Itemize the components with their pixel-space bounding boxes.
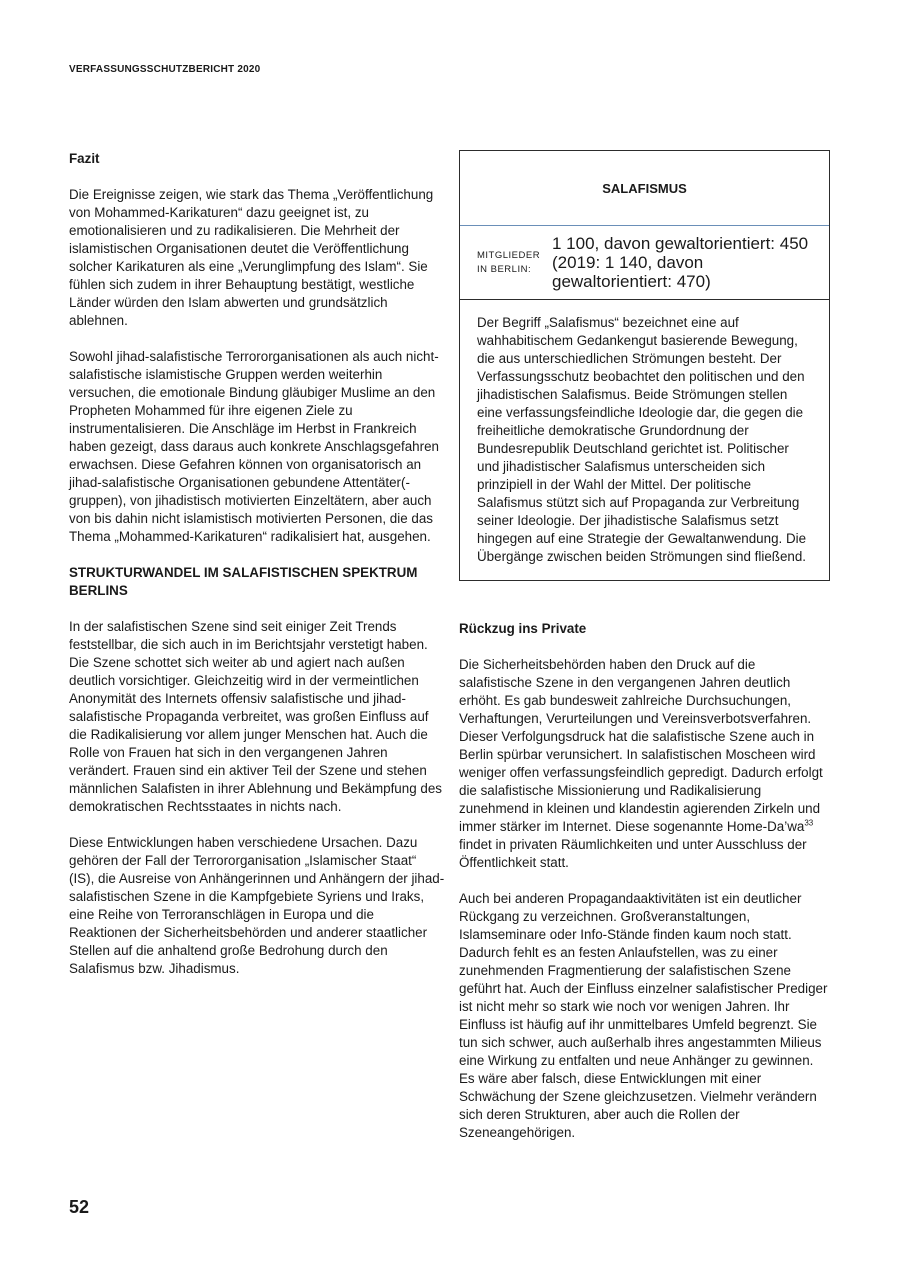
info-box-text: Der Begriff „Salafismus“ bezeichnet eine auf wahhabitischem Gedankengut basierende Bewegung, die aus unterschiedlichen Strömungen besteht. Der Verfassungsschutz beobachtet den politischen und den jihadistischen Salafismus. Beide Strömungen stellen eine verfassungsfeindliche Ideologie dar, die gegen die freiheitliche demokratische Grundordnung der Bundesrepublik Deutschland gerichtet ist. Politischer und jihadistischer Salafismus unterscheiden sich prinzipiell in der Wahl der Mittel. Der politische Salafismus stützt sich auf Propaganda zur Verbreitung seiner Ideologie. Der jihadistische Salafismus setzt hingegen auf eine Strategie der Gewaltanwendung. Die Übergänge zwischen beiden Strömungen sind fließend. xyxy=(477,315,807,564)
paragraph-ursachen: Diese Entwicklungen haben verschiedene Ursachen. Dazu gehören der Fall der Terrororganisation „Islamischer Staat“ (IS), die Ausreise von Anhängerinnen und Anhängern der jihad-salafistischen Szene in die Kampfgebiete Syriens und Iraks, eine Reihe von Terroranschlägen in Europa und die Reaktionen der Sicherheitsbehörden und anderer staatlicher Stellen auf die anhaltend große Bedrohung durch den Salafismus bzw. Jihadismus. xyxy=(69,835,445,976)
section-heading: STRUKTURWANDEL IM SALAFISTISCHEN SPEKTRUM BERLINS xyxy=(69,565,418,598)
left-column xyxy=(69,150,445,996)
paragraph-druck-a: Die Sicherheitsbehörden haben den Druck auf die salafistische Szene in den vergangenen Jahren deutlich erhöht. Es gab bundesweit zahlreiche Durchsuchungen, Verhaftungen, Verurteilungen und Vereinsverbotsverfahren. Dieser Verfolgungsdruck hat die salafistische Szene auch in Berlin spürbar verunsichert. In salafistischen Moscheen wird weniger offen verfassungsfeindlich gepredigt. Dadurch erfolgt die salafistische Missionierung und Radikalisierung zunehmend in kleinen und klandestin agierenden Zirkeln und immer stärker im Internet. Diese sogenannte Home-Da’wa xyxy=(459,657,823,834)
stats-value: 1 100, davon gewaltorientiert: 450 (2019: 1 140, davon gewaltorientiert: 470) xyxy=(552,234,809,291)
info-box-body xyxy=(460,300,829,580)
right-column xyxy=(459,620,831,1160)
stats-label xyxy=(477,249,552,277)
info-box-title: SALAFISMUS xyxy=(460,151,829,226)
rueckzug-heading: Rückzug ins Private xyxy=(459,621,587,636)
paragraph-druck xyxy=(459,656,831,872)
page-number: 52 xyxy=(69,1197,90,1217)
paragraph-druck-b: findet in privaten Räumlichkeiten und unter Ausschluss der Öffentlichkeit statt. xyxy=(459,837,807,870)
paragraph-terror: Sowohl jihad-salafistische Terrororganisationen als auch nicht-salafistische islamistische Gruppen werden weiterhin versuchen, die emotionale Bindung gläubiger Muslime an den Propheten Mohammed für ihre eigenen Ziele zu instrumentalisieren. Die Anschläge im Herbst in Frankreich haben gezeigt, dass daraus auch konkrete Anschlagsgefahren erwachsen. Diese Gefahren können von organisatorisch an jihad-salafistische Organisationen gebundene Attentäter(-gruppen), von jihadistisch motivierten Einzeltätern, aber auch von bis dahin nicht islamistisch motivierten Personen, die das Thema „Mohammed-Karikaturen“ radikalisiert hat, ausgehen. xyxy=(69,349,439,544)
fazit-heading: Fazit xyxy=(69,151,100,166)
paragraph-fazit: Die Ereignisse zeigen, wie stark das Thema „Veröffentlichung von Mohammed-Karikaturen“ dazu geeignet ist, zu emotionalisieren und zu radikalisieren. Die Mehrheit der islamistischen Organisationen deutet die Veröffentlichung solcher Karikaturen als eine „Verunglimpfung des Islam“. Sie fühlen sich zudem in ihrer Behauptung bestätigt, westliche Länder würden den Islam abwerten und grundsätzlich ablehnen. xyxy=(69,187,434,328)
footnote-marker: 33 xyxy=(804,818,814,828)
info-box-salafismus xyxy=(459,150,830,581)
info-box-stats xyxy=(460,226,829,300)
paragraph-propaganda: Auch bei anderen Propagandaaktivitäten ist ein deutlicher Rückgang zu verzeichnen. Großveranstaltungen, Islamseminare oder Info-Stände finden kaum noch statt. Dadurch fehlt es an festen Anlaufstellen, was zu einer zunehmenden Fragmentierung der salafistischen Szene geführt hat. Auch der Einfluss einzelner salafistischer Prediger ist nicht mehr so stark wie noch vor wenigen Jahren. Ihr Einfluss ist häufig auf ihr unmittelbares Umfeld begrenzt. Sie tun sich schwer, auch außerhalb ihres angestammten Milieus eine Wirkung zu entfalten und neue Anhänger zu gewinnen. Es wäre aber falsch, diese Entwicklungen mit einer Schwächung der Szene gleichzusetzen. Vielmehr verändern sich deren Strukturen, aber auch die Rollen der Szeneangehörigen. xyxy=(459,891,828,1140)
stats-label-line-1: MITGLIEDER xyxy=(477,249,541,261)
running-header: VERFASSUNGSSCHUTZBERICHT 2020 xyxy=(69,64,261,75)
stats-label-line-2: IN BERLIN: xyxy=(477,263,532,275)
paragraph-trends: In der salafistischen Szene sind seit einiger Zeit Trends feststellbar, die sich auch in im Berichtsjahr verstetigt haben. Die Szene schottet sich weiter ab und agiert nach außen deutlich vorsichtiger. Gleichzeitig wird in der vermeintlichen Anonymität des Internets offensiv salafistische und jihad-salafistische Propaganda verbreitet, was großen Einfluss auf die Radikalisierung vor allem junger Menschen hat. Auch die Rolle von Frauen hat sich in den vergangenen Jahren verändert. Frauen sind ein aktiver Teil der Szene und stehen männlichen Salafisten in ihrer Ablehnung und Bekämpfung des demokratischen Rechtsstaates in nichts nach. xyxy=(69,619,442,814)
